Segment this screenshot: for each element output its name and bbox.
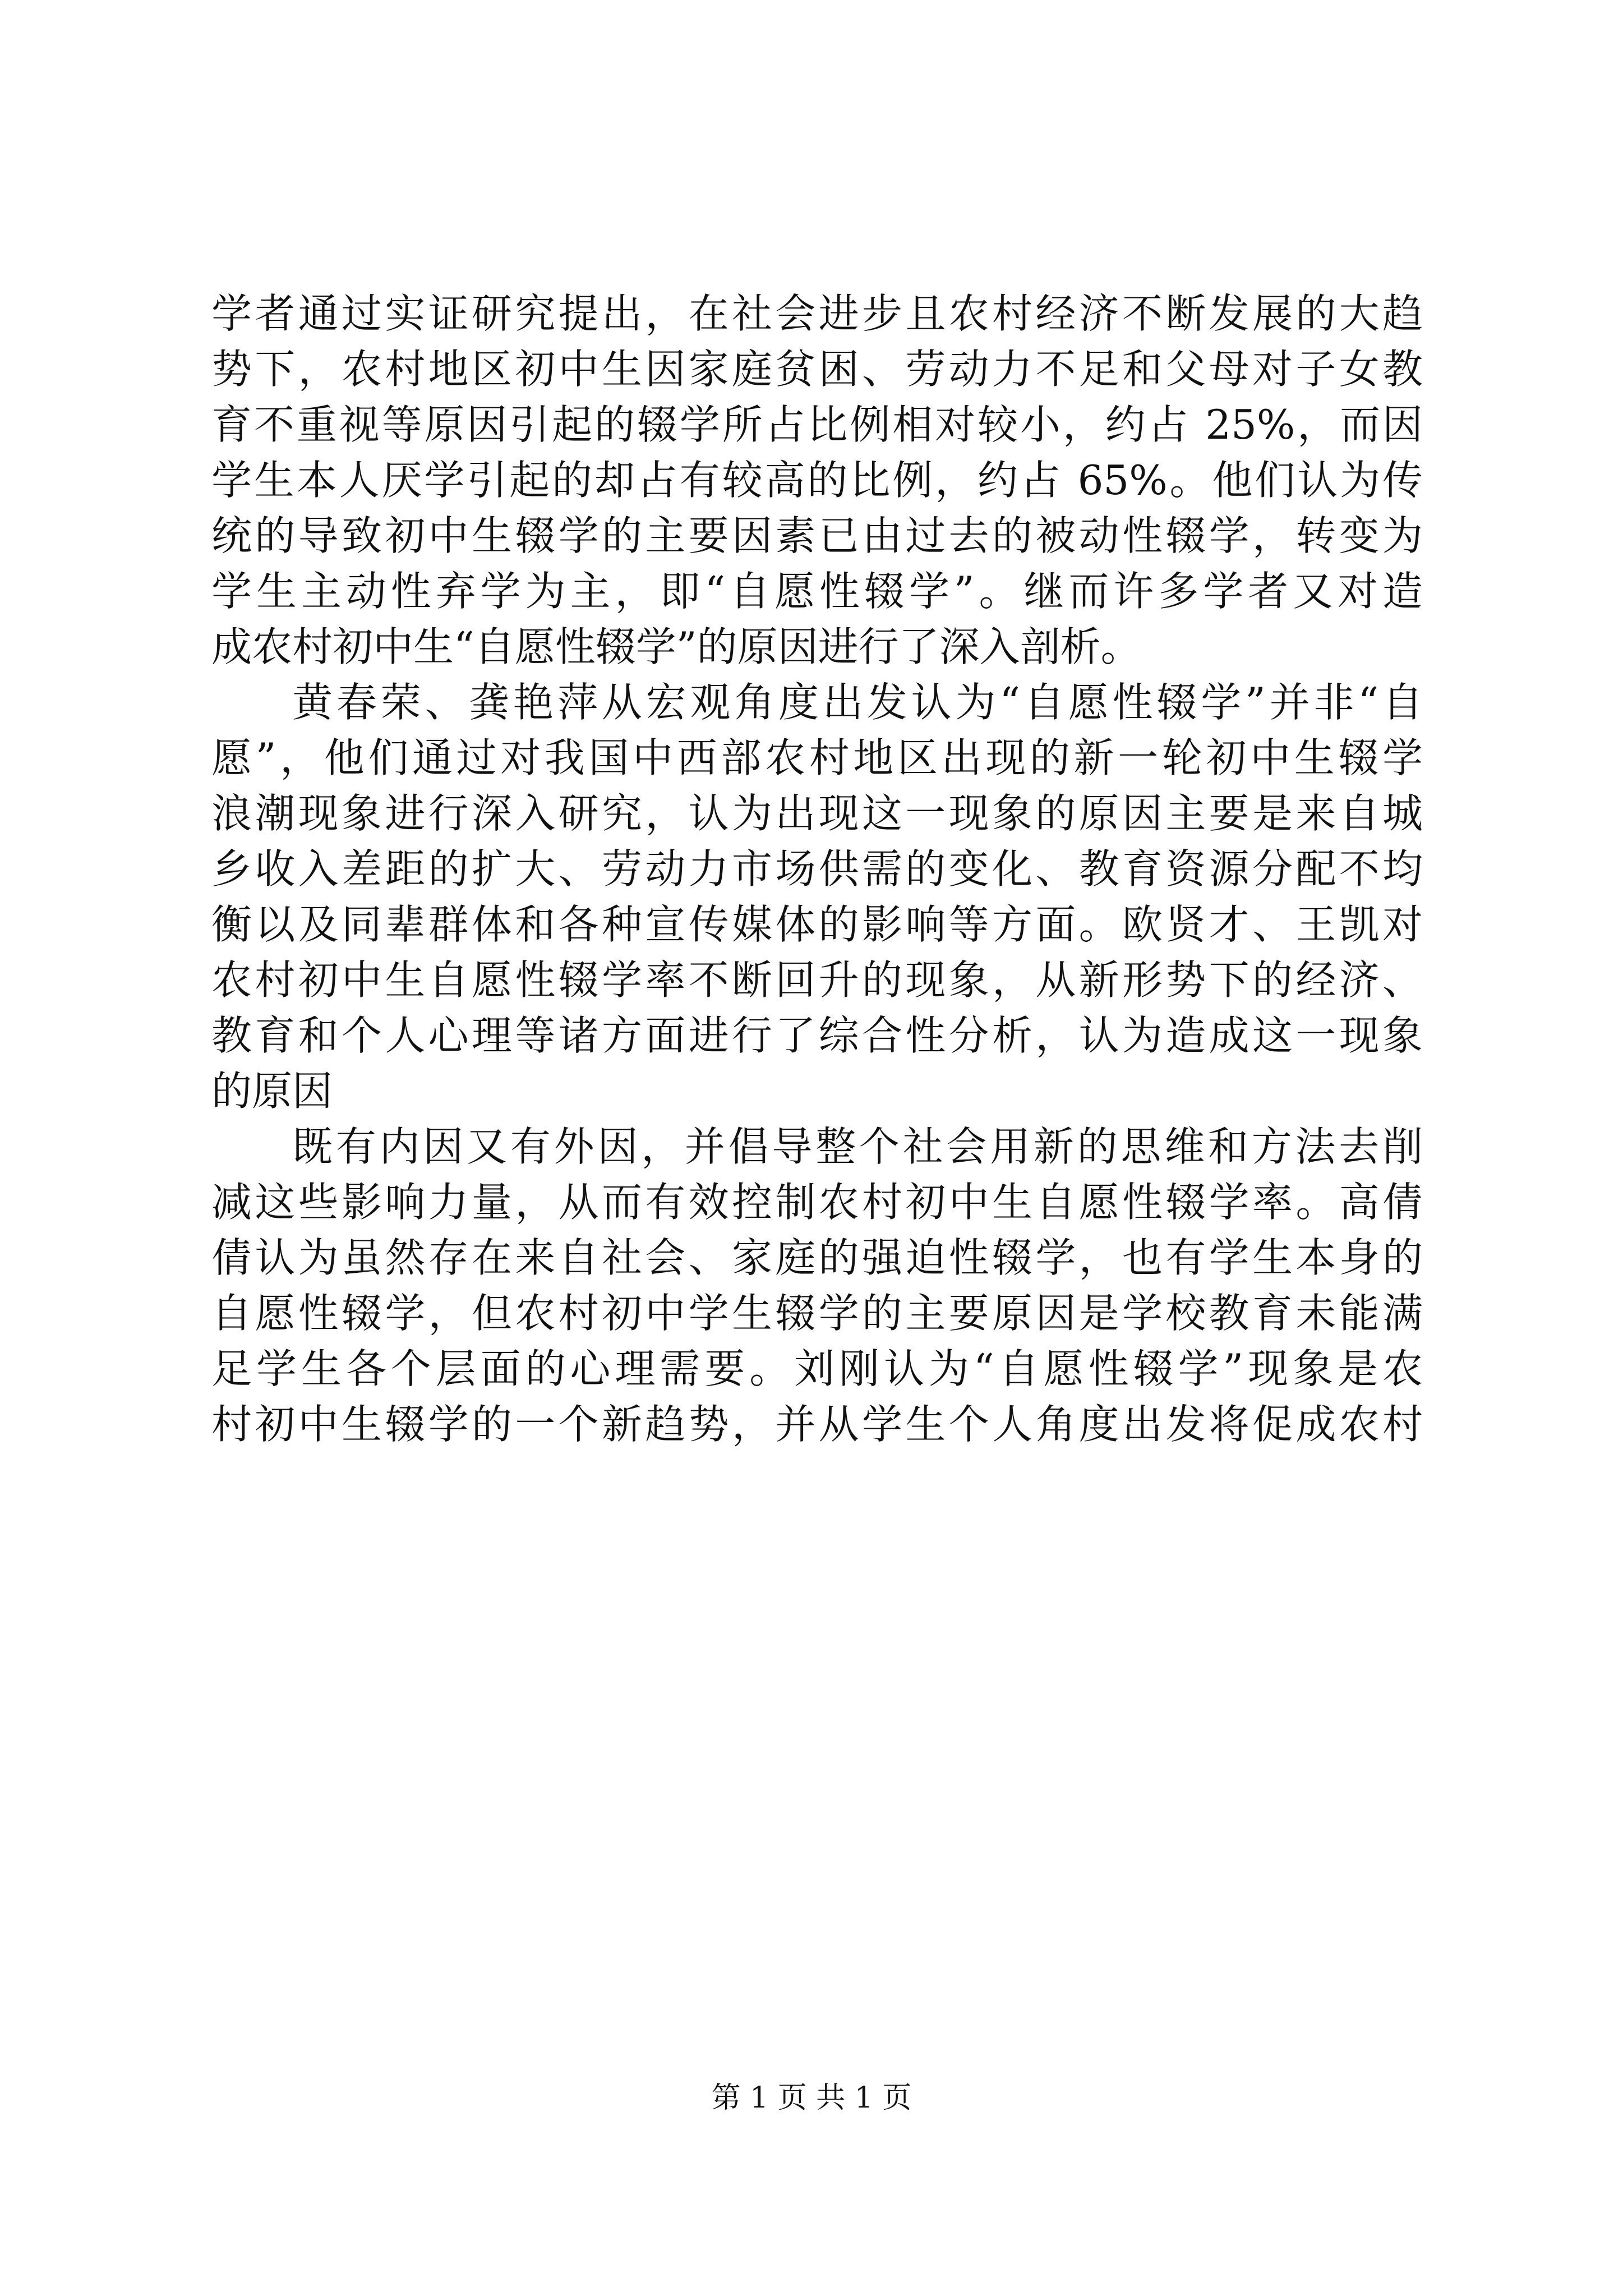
text-line: 浪潮现象进行深入研究，认为出现这一现象的原因主要是来自城 [211,790,1423,837]
text-line: 村初中生辍学的一个新趋势，并从学生个人角度出发将促成农村 [211,1401,1423,1448]
text-line: 教育和个人心理等诸方面进行了综合性分析，认为造成这一现象 [211,1012,1423,1059]
body-text [211,286,1423,1452]
paragraph-first-line: 既有内因又有外因，并倡导整个社会用新的思维和方法去削 [292,1123,1423,1170]
page-number-label: 第 1 页 共 1 页 [711,2081,912,2115]
text-line: 学生本人厌学引起的却占有较高的比例，约占 65%。他们认为传 [211,457,1423,504]
text-line: 衡以及同辈群体和各种宣传媒体的影响等方面。欧贤才、王凯对 [211,901,1423,948]
text-line: 农村初中生自愿性辍学率不断回升的现象，从新形势下的经济、 [211,956,1423,1004]
text-line: 自愿性辍学，但农村初中学生辍学的主要原因是学校教育未能满 [211,1290,1423,1337]
text-line: 倩认为虽然存在来自社会、家庭的强迫性辍学，也有学生本身的 [211,1234,1423,1281]
text-line: 势下，农村地区初中生因家庭贫困、劳动力不足和父母对子女教 [211,346,1423,393]
text-line: 成农村初中生“自愿性辍学”的原因进行了深入剖析。 [211,623,1141,670]
text-line: 乡收入差距的扩大、劳动力市场供需的变化、教育资源分配不均 [211,845,1423,892]
text-line: 统的导致初中生辍学的主要因素已由过去的被动性辍学，转变为 [211,512,1423,559]
text-line: 愿”，他们通过对我国中西部农村地区出现的新一轮初中生辍学 [211,734,1423,781]
text-line: 学者通过实证研究提出，在社会进步且农村经济不断发展的大趋 [211,290,1423,337]
text-line: 育不重视等原因引起的辍学所占比例相对较小，约占 25%，而因 [211,401,1423,448]
text-line: 学生主动性弃学为主，即“自愿性辍学”。继而许多学者又对造 [211,568,1423,615]
page-footer [0,2078,1623,2118]
paragraph-first-line: 黄春荣、龚艳萍从宏观角度出发认为“自愿性辍学”并非“自 [292,679,1423,726]
text-line: 减这些影响力量，从而有效控制农村初中生自愿性辍学率。高倩 [211,1179,1423,1226]
text-line: 的原因 [211,1068,333,1115]
text-line: 足学生各个层面的心理需要。刘刚认为“自愿性辍学”现象是农 [211,1345,1423,1392]
